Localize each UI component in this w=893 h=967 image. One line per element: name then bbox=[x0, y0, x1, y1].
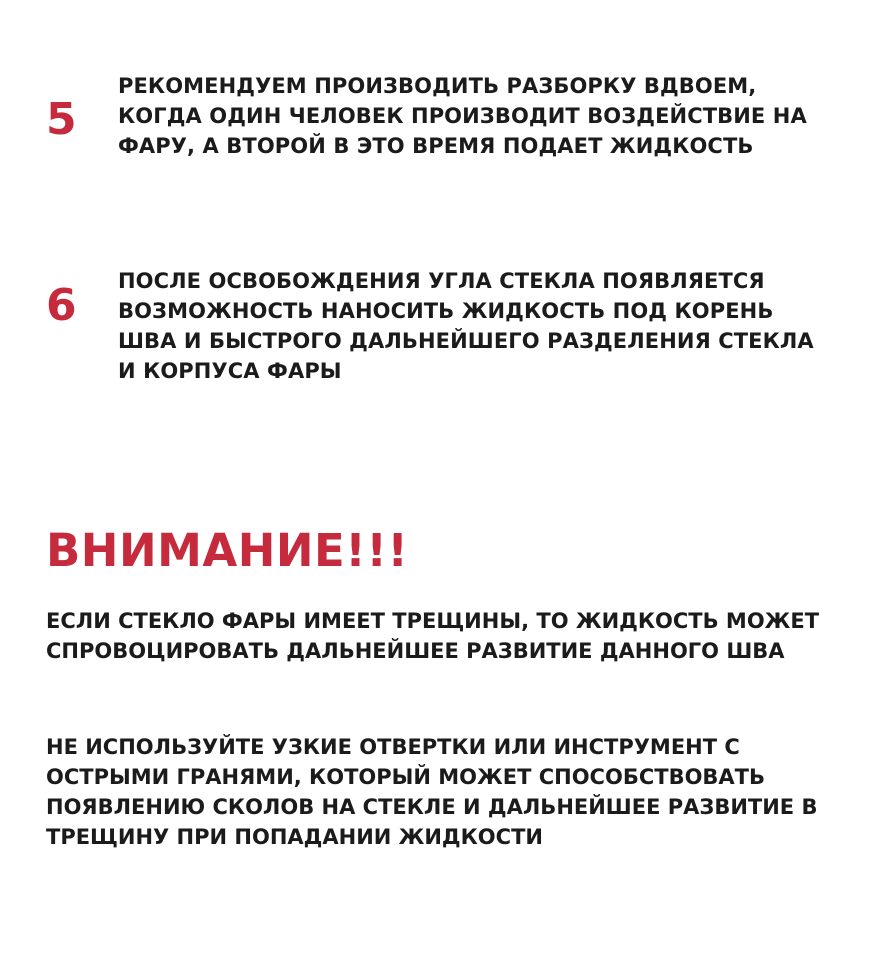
step-6 bbox=[46, 266, 846, 426]
step-text-5: РЕКОМЕНДУЕМ ПРОИЗВОДИТЬ РАЗБОРКУ ВДВОЕМ, КОГДА ОДИН ЧЕЛОВЕК ПРОИЗВОДИТ ВОЗДЕЙСТВИЕ НА ФАРУ, А ВТОРОЙ В ЭТО ВРЕМЯ ПОДАЕТ ЖИДКОСТЬ bbox=[118, 74, 807, 158]
step-number-6: 6 bbox=[46, 280, 77, 331]
warning-heading: ВНИМАНИЕ!!! bbox=[46, 524, 409, 577]
warning-paragraph-cracks: ЕСЛИ СТЕКЛО ФАРЫ ИМЕЕТ ТРЕЩИНЫ, ТО ЖИДКОСТЬ МОЖЕТ СПРОВОЦИРОВАТЬ ДАЛЬНЕЙШЕЕ РАЗВИТИЕ ДАННОГО ШВА bbox=[46, 609, 820, 663]
warning-paragraph-tools: НЕ ИСПОЛЬЗУЙТЕ УЗКИЕ ОТВЕРТКИ ИЛИ ИНСТРУМЕНТ С ОСТРЫМИ ГРАНЯМИ, КОТОРЫЙ МОЖЕТ СПОСОБСТВОВАТЬ ПОЯВЛЕНИЮ СКОЛОВ НА СТЕКЛЕ И ДАЛЬНЕЙШЕЕ РАЗВИТИЕ В ТРЕЩИНУ ПРИ ПОПАДАНИИ ЖИДКОСТИ bbox=[46, 735, 818, 849]
step-text-6: ПОСЛЕ ОСВОБОЖДЕНИЯ УГЛА СТЕКЛА ПОЯВЛЯЕТСЯ ВОЗМОЖНОСТЬ НАНОСИТЬ ЖИДКОСТЬ ПОД КОРЕНЬ ШВА И БЫСТРОГО ДАЛЬНЕЙШЕГО РАЗДЕЛЕНИЯ СТЕКЛА И КОРПУСА ФАРЫ bbox=[118, 269, 814, 383]
step-5 bbox=[46, 71, 846, 201]
step-number-5: 5 bbox=[46, 94, 77, 145]
